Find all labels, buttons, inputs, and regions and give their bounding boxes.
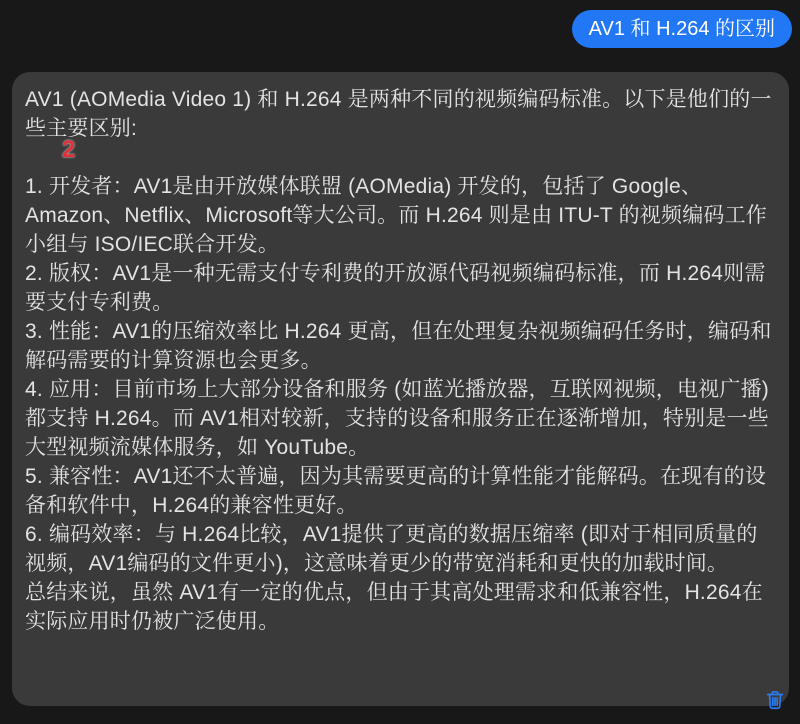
assistant-list-item: 3. 性能：AV1的压缩效率比 H.264 更高，但在处理复杂视频编码任务时，编码和解码需要的计算资源也会更多。 — [25, 320, 772, 372]
assistant-list-item: 1. 开发者：AV1是由开放媒体联盟 (AOMedia) 开发的，包括了 Google、Amazon、Netflix、Microsoft等大公司。而 H.264 则是由 ITU-T 的视频编码工作小组与 ISO/IEC联合开发。 — [25, 175, 768, 256]
delete-button[interactable] — [762, 687, 788, 713]
assistant-intro: AV1 (AOMedia Video 1) 和 H.264 是两种不同的视频编码标准。以下是他们的一些主要区别: — [25, 88, 772, 140]
user-message-bubble — [572, 10, 792, 48]
assistant-message-bubble — [12, 72, 789, 706]
assistant-list-item: 4. 应用：目前市场上大部分设备和服务 (如蓝光播放器，互联网视频，电视广播) 都支持 H.264。而 AV1相对较新，支持的设备和服务正在逐渐增加，特别是一些大型视频流媒体服务，如 YouTube。 — [25, 378, 769, 459]
assistant-list-item: 2. 版权：AV1是一种无需支付专利费的开放源代码视频编码标准，而 H.264则需要支付专利费。 — [25, 262, 766, 314]
assistant-list-item: 6. 编码效率：与 H.264比较，AV1提供了更高的数据压缩率 (即对于相同质量的视频，AV1编码的文件更小)，这意味着更少的带宽消耗和更快的加载时间。 — [25, 523, 758, 575]
user-message-text: AV1 和 H.264 的区别 — [588, 18, 775, 40]
assistant-list — [25, 172, 775, 578]
annotation-marker-2: 2 — [62, 136, 76, 163]
assistant-summary: 总结来说，虽然 AV1有一定的优点，但由于其高处理需求和低兼容性，H.264在实际应用时仍被广泛使用。 — [25, 581, 763, 633]
assistant-list-item: 5. 兼容性：AV1还不太普遍，因为其需要更高的计算性能才能解码。在现有的设备和软件中，H.264的兼容性更好。 — [25, 465, 767, 517]
trash-icon — [764, 689, 786, 711]
